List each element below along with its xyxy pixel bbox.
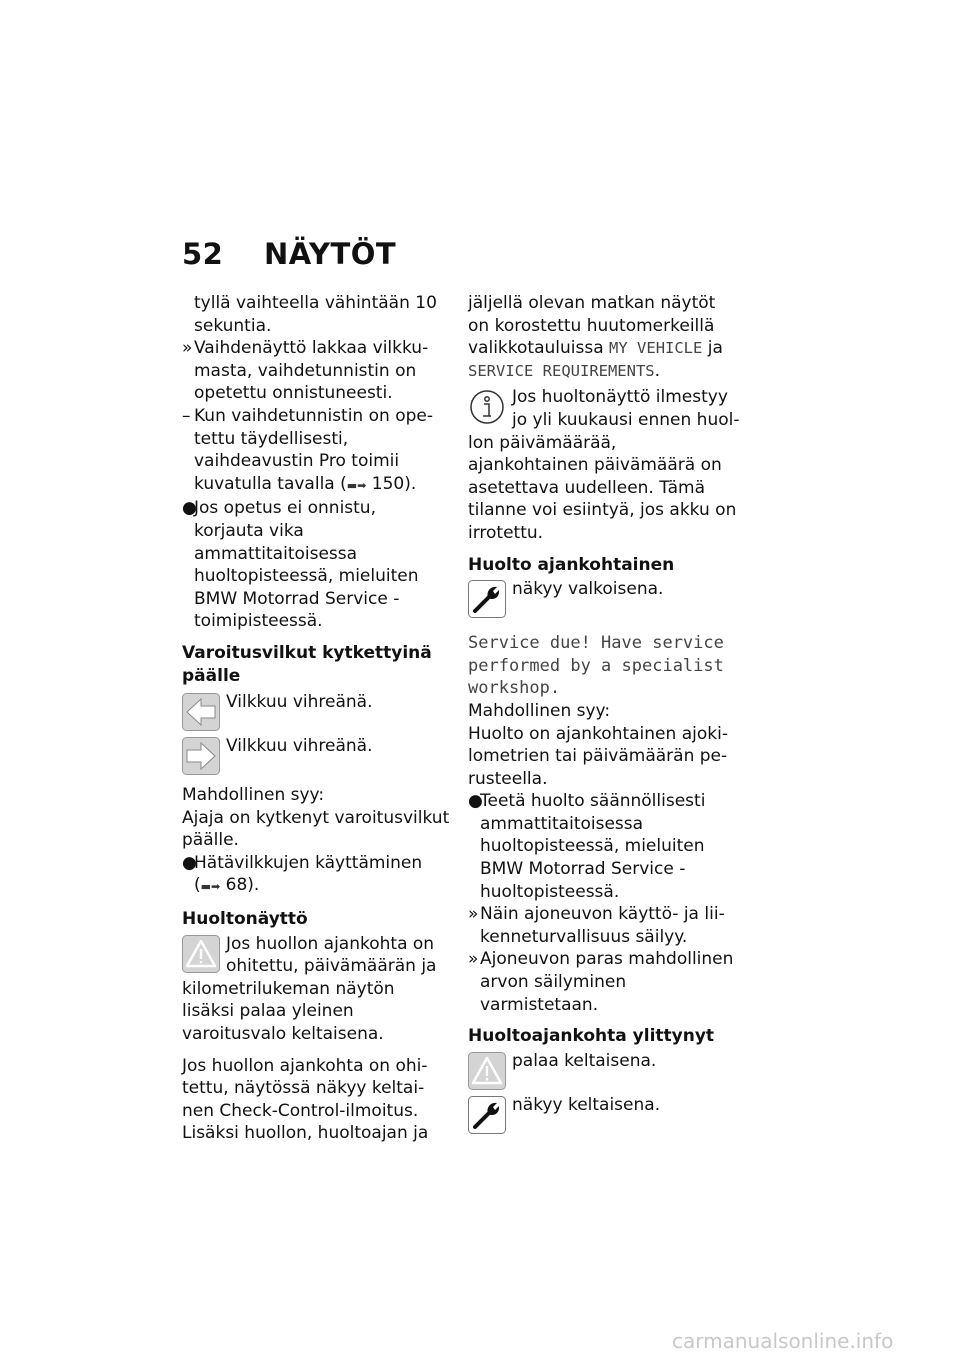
bullet-item: ● Jos opetus ei onnistu, korjauta vika ammattitaitoisessa huoltopisteessä, mieluiten BMW Motorrad Service -toimipisteessä. (182, 498, 419, 632)
menu-name-my-vehicle: MY VEHICLE (609, 339, 703, 358)
ref-arrow-icon: ▬➡ (200, 880, 221, 894)
warning-triangle-icon (182, 935, 220, 973)
info-icon (468, 388, 506, 426)
wrench-yellow-row: näkyy keltaisena. (468, 1094, 740, 1134)
service-warning-block: Jos huollon ajankohta on ohitettu, päivämäärän ja kilometrilukeman näytön lisäksi palaa yleinen varoitusvalo keltaisena. (182, 933, 437, 1045)
wrench-white-row: näkyy valkoisena. (468, 578, 740, 618)
menu-name-service-requirements: SERVICE REQUIREMENTS (468, 361, 655, 380)
result-marker: » (468, 904, 479, 925)
intro-paragraph: jäljellä olevan matkan näytöt on korostettu huutomerkeillä valikkotauluissa MY VEHICLE ja SERVICE REQUIREMENTS. (468, 293, 723, 381)
result-marker: » (182, 338, 193, 359)
section-heading-service-due: Huolto ajankohtainen (468, 554, 675, 575)
cause-label: Mahdollinen syy: (468, 700, 611, 721)
page-ref[interactable]: 150). (371, 473, 417, 494)
warning-row: palaa keltaisena. (468, 1050, 740, 1090)
intro-paragraph: tyllä vaihteella vähintään 10 sekuntia. (194, 293, 437, 336)
dash-marker: – (182, 405, 191, 426)
ref-arrow-icon: ▬➡ (346, 478, 367, 492)
service-paragraph: Jos huollon ajankohta on ohitettu, näytössä näkyy keltainen Check-Control-ilmoitus. Lisäksi huollon, huoltoajan ja (182, 1055, 429, 1144)
turn-left-row: Vilkkuu vihreänä. (182, 691, 450, 731)
turn-right-icon (182, 737, 220, 775)
wrench-icon (468, 1096, 506, 1134)
page-title: NÄYTÖT (264, 237, 397, 271)
page-number: 52 (182, 237, 224, 271)
info-note: Jos huoltonäyttö ilmestyy jo yli kuukausi ennen huollon päivämäärää, ajankohtainen päivämäärä on asetettava uudelleen. Tämä tilanne voi esiintyä, jos akku on irrotettu. (468, 387, 740, 543)
page-ref[interactable]: 68). (225, 875, 260, 896)
display-message: Service due! Have service performed by a specialist workshop. (468, 633, 724, 699)
turn-right-row: Vilkkuu vihreänä. (182, 735, 450, 775)
result-marker: » (468, 949, 479, 970)
section-heading-service-display: Huoltonäyttö (182, 909, 308, 930)
watermark: carmanualsonline.info (672, 1329, 894, 1353)
bullet-marker: ● (182, 498, 197, 519)
cause-label: Mahdollinen syy: (182, 785, 325, 806)
section-heading-service-overdue: Huoltoajankohta ylittynyt (468, 1026, 715, 1047)
cause-text: Ajaja on kytkenyt varoitusvilkut päälle. (182, 807, 450, 851)
section-heading-hazard-lights: Varoitusvilkut kytkettyinä päälle (182, 642, 432, 686)
result-item: » Ajoneuvon paras mahdollinen arvon säilyminen varmistetaan. (468, 949, 734, 1015)
bullet-item: ● Hätävilkkujen käyttäminen (▬➡ 68). (182, 852, 423, 896)
warning-triangle-icon (468, 1052, 506, 1090)
page-header (182, 237, 397, 271)
cause-text: Huolto on ajankohtainen ajokilometrien tai päivämäärän perusteella. (468, 723, 728, 789)
dash-item: – Kun vaihdetunnistin on opetettu täydellisesti, vaihdeavustin Pro toimii kuvatulla tavalla (▬➡ 150). (182, 405, 433, 494)
bullet-marker: ● (468, 791, 483, 812)
left-column (182, 292, 450, 1145)
turn-left-icon (182, 693, 220, 731)
result-item: » Vaihdenäyttö lakkaa vilkkumasta, vaihdetunnistin on opetettu onnistuneesti. (182, 338, 429, 404)
bullet-item: ● Teetä huolto säännöllisesti ammattitaitoisessa huoltopisteessä, mieluiten BMW Motorrad Service -huoltopisteessä. (468, 791, 706, 902)
right-column (468, 292, 740, 1134)
result-item: » Näin ajoneuvon käyttö- ja liikenneturvallisuus säilyy. (468, 904, 725, 947)
bullet-marker: ● (182, 852, 197, 873)
wrench-icon (468, 580, 506, 618)
